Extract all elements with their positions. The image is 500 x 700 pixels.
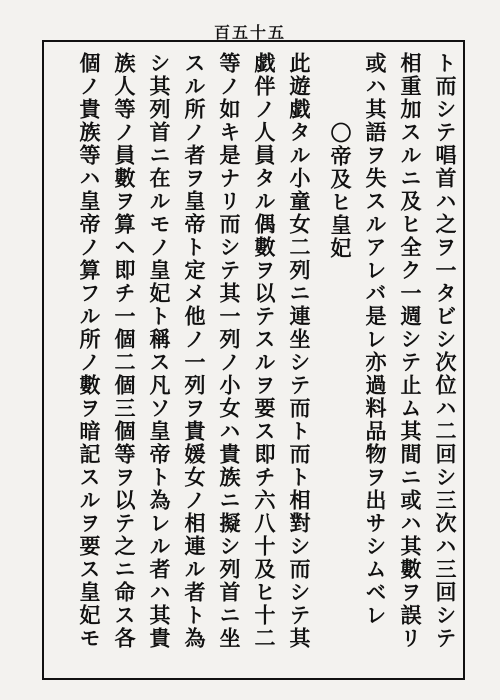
text-column-10: 族人等ノ員數ヲ算ヘ即チ一個二個三個等ヲ以テ之ニ命ス各 bbox=[112, 52, 137, 650]
text-column-2: 相重加スルニ及ヒ全ク一週シテ止ム其間ニ或ハ其數ヲ誤リ bbox=[398, 52, 423, 650]
page-number: 百五十五 bbox=[213, 23, 286, 42]
text-column-1: ト而シテ唱首ハ之ヲ一タビシ次位ハ二回シ三次ハ三回シテ bbox=[433, 52, 458, 650]
text-column-9: シ其列首ニ在ルモノ皇妃ト稱ス凡ソ皇帝ト為レル者ハ其貴 bbox=[147, 52, 172, 650]
text-column-7: 等ノ如キ是ナリ而シテ其一列ノ小女ハ貴族ニ擬シ列首ニ坐 bbox=[217, 52, 242, 650]
section-heading: 〇帝及ヒ皇妃 bbox=[328, 122, 353, 260]
text-column-3: 或ハ其語ヲ失スルアレバ是レ亦過料品物ヲ出サシムベレ bbox=[363, 52, 388, 627]
text-column-5: 此遊戯タル小童女二列ニ連坐シテ而ト而ト相對シ而シテ其 bbox=[287, 52, 312, 650]
text-column-8: スル所ノ者ヲ皇帝ト定メ他ノ一列ヲ貴媛女ノ相連ル者ト為 bbox=[182, 52, 207, 650]
text-column-6: 戯伴ノ人員タル偶數ヲ以テスルヲ要ス即チ六八十及ヒ十二 bbox=[252, 52, 277, 650]
faint-annotation bbox=[323, 56, 357, 116]
text-frame bbox=[42, 40, 465, 680]
text-column-11: 個ノ貴族等ハ皇帝ノ算フル所ノ數ヲ暗記スルヲ要ス皇妃モ bbox=[77, 52, 102, 650]
